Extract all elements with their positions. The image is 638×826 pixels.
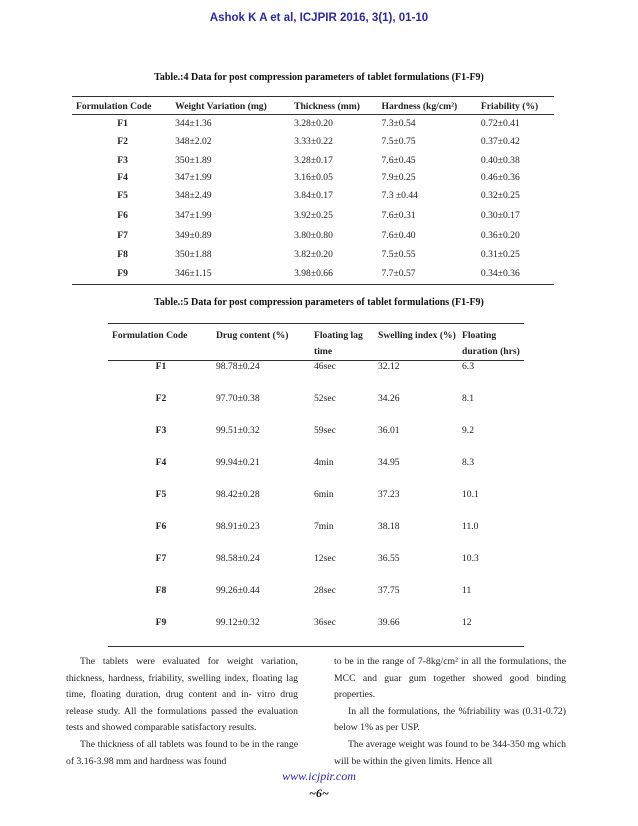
table4-cell: F1 (117, 117, 128, 129)
table4-row (72, 132, 554, 152)
table5-cell: 99.94±0.21 (216, 456, 260, 468)
table5-cell: F3 (155, 424, 167, 436)
table4-cell: 7.5±0.55 (381, 248, 416, 260)
table4-cell: 0.32±0.25 (480, 190, 520, 201)
table5-cell: 9.2 (462, 424, 474, 436)
table4-cell: F6 (117, 210, 128, 221)
table5-cell: 36.55 (378, 552, 400, 564)
journal-url: www.icjpir.com (282, 769, 356, 783)
table4-cell: F3 (117, 154, 128, 166)
table4-cell: 350±1.88 (175, 248, 212, 260)
table4-row (72, 186, 554, 206)
running-header: Ashok K A et al, ICJPIR 2016, 3(1), 01-10 (209, 12, 429, 24)
table4-cell: 7.3 ±0.44 (381, 190, 418, 201)
table5-cell: F2 (155, 392, 167, 404)
page-number: ~6~ (309, 786, 329, 800)
table4-cell: 3.98±0.66 (294, 267, 333, 279)
table4-cell: 3.92±0.25 (294, 210, 333, 221)
table4-cell: F4 (117, 171, 128, 183)
table5-row (108, 361, 524, 393)
table4-cell: 0.40±0.38 (480, 154, 520, 166)
table5-cell: 34.26 (378, 392, 400, 404)
table4-header-row (72, 97, 554, 115)
table5-row (108, 553, 524, 585)
table4-cell: 346±1.15 (175, 267, 212, 279)
table5-row (108, 617, 524, 647)
table4-cell: 348±2.02 (175, 136, 212, 147)
table5-row (108, 489, 524, 521)
body-paragraph: The thickness of all tablets was found to be in the range of 3.16-3.98 mm and hardness was found (66, 738, 298, 767)
table5-cell: 12 (462, 616, 472, 628)
table5-cell: F1 (155, 361, 167, 372)
table5-row (108, 585, 524, 617)
table4-cell: 7.6±0.40 (381, 230, 416, 241)
table5-header-cell: Swelling index (%) (378, 330, 456, 341)
table4-cell: 0.37±0.42 (480, 136, 520, 147)
table5-cell: F8 (155, 584, 167, 596)
body-paragraph: to be in the range of 7-8kg/cm² in all the formulations, the MCC and guar gum together showed good binding properties. (334, 656, 566, 701)
table4-row (72, 263, 554, 285)
table5-header-cell: Floating duration (hrs) (462, 330, 520, 357)
table4-cell: 3.33±0.22 (294, 136, 333, 147)
table5-cell: 37.23 (378, 488, 400, 500)
table4-cell: F5 (117, 190, 128, 201)
body-right-column (334, 654, 566, 770)
table4-cell: 7.5±0.75 (381, 136, 416, 147)
table5-cell: 11 (462, 584, 472, 596)
table5-cell: 7min (314, 520, 334, 532)
table5-cell: 59sec (314, 424, 336, 436)
table4-cell: 347±1.99 (175, 210, 212, 221)
table4-cell: 7.6±0.31 (381, 210, 416, 221)
table5-cell: 99.51±0.32 (216, 424, 260, 436)
table5-header-cell: Drug content (%) (216, 330, 289, 341)
table4-cell: 0.46±0.36 (480, 171, 520, 183)
table4-cell: 349±0.89 (175, 230, 212, 241)
table4-cell: 3.16±0.05 (294, 171, 333, 183)
table5-row (108, 425, 524, 457)
table5-cell: 52sec (314, 392, 336, 404)
table4-header-cell: Weight Variation (mg) (171, 97, 290, 115)
table4-cell: F2 (117, 136, 128, 147)
table5-cell: 6.3 (462, 361, 474, 372)
table5-cell: 34.95 (378, 456, 400, 468)
table5-cell: 98.91±0.23 (216, 520, 260, 532)
table4-row (72, 169, 554, 186)
table5-cell: 38.18 (378, 520, 400, 532)
table4 (72, 96, 554, 285)
table4-cell: 348±2.49 (175, 190, 212, 201)
table5-cell: 39.66 (378, 616, 400, 628)
table5-cell: 97.70±0.38 (216, 392, 260, 404)
table5-row (108, 393, 524, 425)
table5-cell: F5 (155, 488, 167, 500)
table4-header-cell: Friability (%) (477, 97, 554, 115)
table5-row (108, 457, 524, 489)
table4-cell: 3.84±0.17 (294, 190, 333, 201)
body-left-column (66, 654, 298, 770)
table5 (108, 323, 524, 647)
table4-cell: 7.6±0.45 (381, 154, 416, 166)
table4-header-cell: Formulation Code (72, 97, 171, 115)
body-paragraph: In all the formulations, the %friability was (0.31-0.72) below 1% as per USP. (334, 705, 566, 734)
table5-header-cell: Floating lag time (314, 330, 363, 357)
table4-cell: F9 (117, 267, 128, 279)
table5-cell: 99.26±0.44 (216, 584, 260, 596)
table5-header-cell: Formulation Code (112, 330, 188, 341)
table5-cell: 28sec (314, 584, 336, 596)
table5-cell: 36sec (314, 616, 336, 628)
table5-cell: 12sec (314, 552, 336, 564)
table5-cell: 6min (314, 488, 334, 500)
table4-cell: 0.36±0.20 (480, 230, 520, 241)
table5-cell: F7 (155, 552, 167, 564)
table5-cell: F6 (155, 520, 167, 532)
table5-cell: 98.58±0.24 (216, 552, 260, 564)
table5-cell: 4min (314, 456, 334, 468)
table5-cell: 11.0 (462, 520, 479, 532)
table5-caption: Table.:5 Data for post compression parameters of tablet formulations (F1-F9) (154, 297, 484, 308)
table4-cell: 3.80±0.80 (294, 230, 333, 241)
table4-cell: 344±1.36 (175, 117, 212, 129)
table4-cell: 3.28±0.17 (294, 154, 333, 166)
table4-cell: 3.82±0.20 (294, 248, 333, 260)
table5-cell: F4 (155, 456, 167, 468)
table4-cell: 347±1.99 (175, 171, 212, 183)
table5-cell: F9 (155, 616, 167, 628)
table4-cell: 7.9±0.25 (381, 171, 416, 183)
table5-cell: 99.12±0.32 (216, 616, 260, 628)
table4-cell: 7.3±0.54 (381, 117, 416, 129)
table4-row (72, 115, 554, 132)
table4-cell: 0.31±0.25 (480, 248, 520, 260)
table5-cell: 98.42±0.28 (216, 488, 260, 500)
table4-row (72, 152, 554, 169)
table4-cell: 350±1.89 (175, 154, 212, 166)
table4-cell: 0.34±0.36 (480, 267, 520, 279)
table5-cell: 36.01 (378, 424, 400, 436)
table4-cell: 7.7±0.57 (381, 267, 416, 279)
table4-row (72, 206, 554, 226)
table4-row (72, 246, 554, 263)
table4-cell: F8 (117, 248, 128, 260)
table4-cell: 0.72±0.41 (480, 117, 520, 129)
table5-cell: 37.75 (378, 584, 400, 596)
table4-cell: F7 (117, 230, 128, 241)
table5-cell: 8.3 (462, 456, 474, 468)
table5-cell: 46sec (314, 361, 336, 372)
table5-cell: 32.12 (378, 361, 400, 372)
body-paragraph: The average weight was found to be 344-350 mg which will be within the given limits. Hence all (334, 738, 566, 767)
table4-cell: 3.28±0.20 (294, 117, 333, 129)
table4-caption: Table.:4 Data for post compression parameters of tablet formulations (F1-F9) (154, 72, 484, 83)
table5-cell: 10.3 (462, 552, 479, 564)
table5-cell: 10.1 (462, 488, 479, 500)
body-paragraph: The tablets were evaluated for weight variation, thickness, hardness, friability, swelling index, floating lag time, floating duration, drug content and in- vitro drug release study. All the formulations passed the evaluation tests and showed comparable satisfactory results. (66, 656, 298, 734)
table4-header-cell: Hardness (kg/cm²) (378, 97, 477, 115)
table4-cell: 0.30±0.17 (480, 210, 520, 221)
table4-row (72, 226, 554, 246)
table4-header-cell: Thickness (mm) (290, 97, 377, 115)
table5-cell: 8.1 (462, 392, 474, 404)
table5-cell: 98.78±0.24 (216, 361, 260, 372)
table5-header-row (108, 324, 524, 361)
table5-row (108, 521, 524, 553)
